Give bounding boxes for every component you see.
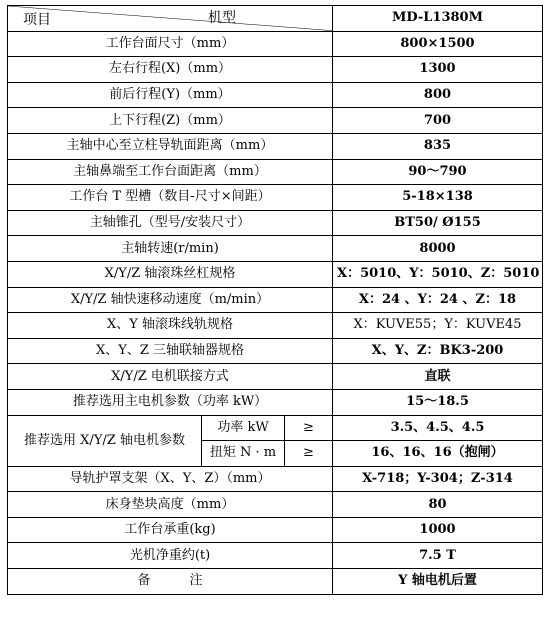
spec-table-container (7, 5, 542, 619)
table-row (8, 569, 543, 595)
row-value: BT50/ Ø155 (333, 210, 543, 236)
motor-torque-label: 扭矩 N · m (202, 441, 285, 467)
row-label: 主轴转速(r/min) (8, 236, 333, 262)
diagonal-line (8, 6, 332, 31)
row-value: 8000 (333, 236, 543, 262)
row-label: 工作台面尺寸（mm） (8, 31, 333, 57)
row-label: 左右行程(X)（mm） (8, 57, 333, 83)
motor-torque-value: 16、16、16（抱闸） (333, 441, 543, 467)
remarks-label: 备 注 (8, 569, 333, 595)
table-row (8, 466, 543, 492)
motor-power-value: 3.5、4.5、4.5 (333, 415, 543, 441)
table-row (8, 389, 543, 415)
row-value: 5-18×138 (333, 185, 543, 211)
row-label: X/Y/Z 轴滚珠丝杠规格 (8, 261, 333, 287)
table-row (8, 108, 543, 134)
row-label: 主轴鼻端至工作台面距离（mm） (8, 159, 333, 185)
table-row (8, 159, 543, 185)
row-value: X：KUVE55；Y：KUVE45 (333, 313, 543, 339)
row-value: 1300 (333, 57, 543, 83)
header-row (8, 6, 543, 32)
table-row (8, 543, 543, 569)
row-value: 90～790 (333, 159, 543, 185)
table-row (8, 313, 543, 339)
row-label: 主轴锥孔（型号/安装尺寸） (8, 210, 333, 236)
table-row (8, 517, 543, 543)
row-label: 上下行程(Z)（mm） (8, 108, 333, 134)
row-label: 光机净重约(t) (8, 543, 333, 569)
table-row (8, 210, 543, 236)
row-value: 800×1500 (333, 31, 543, 57)
motor-power-label: 功率 kW (202, 415, 285, 441)
table-row (8, 492, 543, 518)
row-value: X：24 、Y：24 、Z：18 (333, 287, 543, 313)
row-value: 直联 (333, 364, 543, 390)
table-row (8, 338, 543, 364)
header-corner-cell (8, 6, 333, 32)
table-row (8, 261, 543, 287)
table-row (8, 31, 543, 57)
motor-power-row (8, 415, 543, 441)
motor-params-label: 推荐选用 X/Y/Z 轴电机参数 (8, 415, 202, 466)
row-label: 工作台承重(kg) (8, 517, 333, 543)
row-label: 工作台 T 型槽（数目-尺寸×间距） (8, 185, 333, 211)
table-row (8, 236, 543, 262)
row-label: X、Y、Z 三轴联轴器规格 (8, 338, 333, 364)
row-value: 835 (333, 133, 543, 159)
row-label: 导轨护罩支架（X、Y、Z）（mm） (8, 466, 333, 492)
row-value: 700 (333, 108, 543, 134)
row-label: 床身垫块高度（mm） (8, 492, 333, 518)
remarks-value: Y 轴电机后置 (333, 569, 543, 595)
table-row (8, 133, 543, 159)
row-value: 800 (333, 82, 543, 108)
table-row (8, 364, 543, 390)
row-label: 前后行程(Y)（mm） (8, 82, 333, 108)
row-label: 推荐选用主电机参数（功率 kW） (8, 389, 333, 415)
row-value: 80 (333, 492, 543, 518)
row-label: X/Y/Z 轴快速移动速度（m/min） (8, 287, 333, 313)
row-label: X、Y 轴滚珠线轨规格 (8, 313, 333, 339)
header-model-label: 机型 (208, 10, 236, 26)
motor-torque-symbol: ≥ (285, 441, 333, 467)
header-item-label: 项目 (23, 11, 51, 28)
table-row (8, 287, 543, 313)
table-row (8, 185, 543, 211)
row-label: 主轴中心至立柱导轨面距离（mm） (8, 133, 333, 159)
table-row (8, 57, 543, 83)
header-model-value: MD-L1380M (333, 6, 543, 32)
row-value: 1000 (333, 517, 543, 543)
row-value: X-718；Y-304；Z-314 (333, 466, 543, 492)
row-value: X：5010、Y：5010、Z：5010 (333, 261, 543, 287)
motor-power-symbol: ≥ (285, 415, 333, 441)
row-label: X/Y/Z 电机联接方式 (8, 364, 333, 390)
spec-table (7, 5, 543, 595)
row-value: X、Y、Z：BK3-200 (333, 338, 543, 364)
row-value: 15～18.5 (333, 389, 543, 415)
row-value: 7.5 T (333, 543, 543, 569)
table-row (8, 82, 543, 108)
